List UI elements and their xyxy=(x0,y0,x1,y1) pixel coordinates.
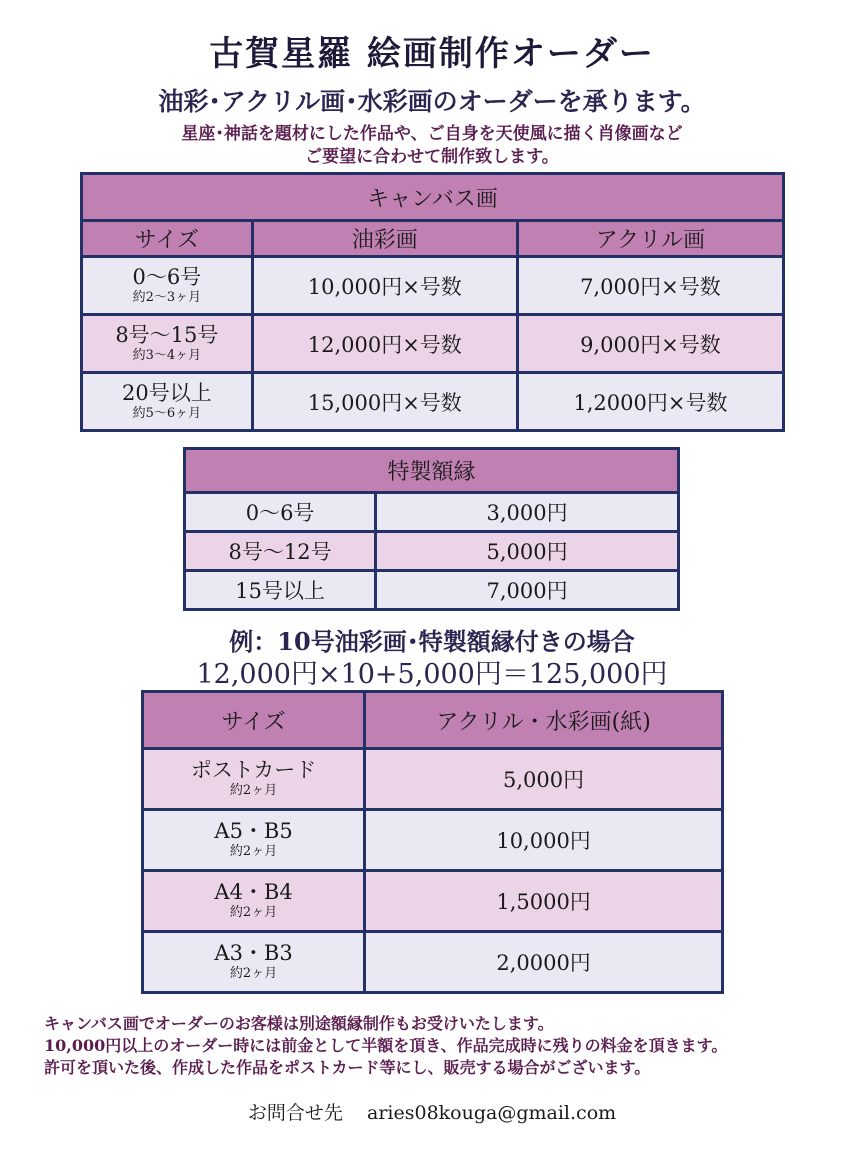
acrylic-price: 9,000円×号数 xyxy=(519,316,782,371)
frame-table-title: 特製額縁 xyxy=(186,450,677,491)
duration-label: 約2ヶ月 xyxy=(229,783,278,798)
paper-price-table xyxy=(141,690,724,994)
example-calculation: 12,000円×10+5,000円＝125,000円 xyxy=(196,659,668,690)
duration-label: 約2ヶ月 xyxy=(229,844,278,859)
frame-price: 3,000円 xyxy=(377,494,677,530)
paper-price: 10,000円 xyxy=(366,811,721,869)
size-label: A4・B4 xyxy=(214,880,293,904)
note-line: キャンバス画でオーダーのお客様は別途額縁制作もお受けいたします。 xyxy=(44,1014,554,1033)
acrylic-price: 7,000円×号数 xyxy=(519,258,782,313)
table-row xyxy=(144,811,721,869)
table-row xyxy=(186,572,677,608)
contact-line xyxy=(0,1098,864,1125)
duration-label: 約2ヶ月 xyxy=(229,905,278,920)
size-cell xyxy=(83,258,251,313)
oil-price: 10,000円×号数 xyxy=(254,258,516,313)
note-line: 10,000円以上のオーダー時には前金として半額を頂き、作品完成時に残りの料金を頂きます。 xyxy=(44,1036,728,1055)
size-label: 0～6号 xyxy=(132,264,202,289)
duration-label: 約3～4ヶ月 xyxy=(132,347,202,363)
column-header-oil: 油彩画 xyxy=(254,222,516,255)
paper-price: 1,5000円 xyxy=(366,872,721,930)
table-row xyxy=(186,494,677,530)
column-header-size: サイズ xyxy=(144,693,363,747)
column-header-size: サイズ xyxy=(83,222,251,255)
table-row xyxy=(144,750,721,808)
table-row xyxy=(144,872,721,930)
frame-size: 15号以上 xyxy=(186,572,374,608)
size-cell xyxy=(144,872,363,930)
column-header-paper: アクリル・水彩画(紙) xyxy=(366,693,721,747)
canvas-price-table xyxy=(80,172,785,432)
oil-price: 15,000円×号数 xyxy=(254,374,516,429)
size-label: 8号～15号 xyxy=(115,322,219,347)
table-row xyxy=(83,374,782,429)
canvas-table-title: キャンバス画 xyxy=(83,175,782,219)
page-subtitle: 油彩･アクリル画･水彩画のオーダーを承ります。 xyxy=(158,87,706,116)
table-row xyxy=(186,533,677,569)
size-label: A3・B3 xyxy=(214,941,293,965)
acrylic-price: 1,2000円×号数 xyxy=(519,374,782,429)
example-title: 例：10号油彩画･特製額縁付きの場合 xyxy=(229,627,635,656)
size-cell xyxy=(83,316,251,371)
frame-price: 5,000円 xyxy=(377,533,677,569)
frame-price: 7,000円 xyxy=(377,572,677,608)
frame-size: 8号～12号 xyxy=(186,533,374,569)
intro-line-2: ご要望に合わせて制作致します。 xyxy=(305,147,559,167)
page-title: 古賀星羅 絵画制作オーダー xyxy=(209,34,655,74)
paper-price: 5,000円 xyxy=(366,750,721,808)
paper-price: 2,0000円 xyxy=(366,933,721,991)
size-cell xyxy=(144,933,363,991)
frame-size: 0～6号 xyxy=(186,494,374,530)
column-header-acrylic: アクリル画 xyxy=(519,222,782,255)
table-row xyxy=(83,316,782,371)
frame-price-table xyxy=(183,447,680,611)
table-row xyxy=(144,933,721,991)
contact-email: aries08kouga@gmail.com xyxy=(367,1102,617,1124)
size-cell xyxy=(144,811,363,869)
size-cell xyxy=(83,374,251,429)
contact-label: お問合せ先 xyxy=(247,1102,343,1124)
duration-label: 約2ヶ月 xyxy=(229,966,278,981)
size-cell xyxy=(144,750,363,808)
duration-label: 約2～3ヶ月 xyxy=(132,289,202,305)
size-label: 20号以上 xyxy=(121,380,212,405)
note-line: 許可を頂いた後、作成した作品をポストカード等にし、販売する場合がございます。 xyxy=(44,1058,651,1077)
oil-price: 12,000円×号数 xyxy=(254,316,516,371)
size-label: ポストカード xyxy=(190,758,317,782)
duration-label: 約5～6ヶ月 xyxy=(132,405,202,421)
size-label: A5・B5 xyxy=(214,819,293,843)
table-row xyxy=(83,258,782,313)
intro-line-1: 星座･神話を題材にした作品や、ご自身を天使風に描く肖像画など xyxy=(181,124,683,144)
